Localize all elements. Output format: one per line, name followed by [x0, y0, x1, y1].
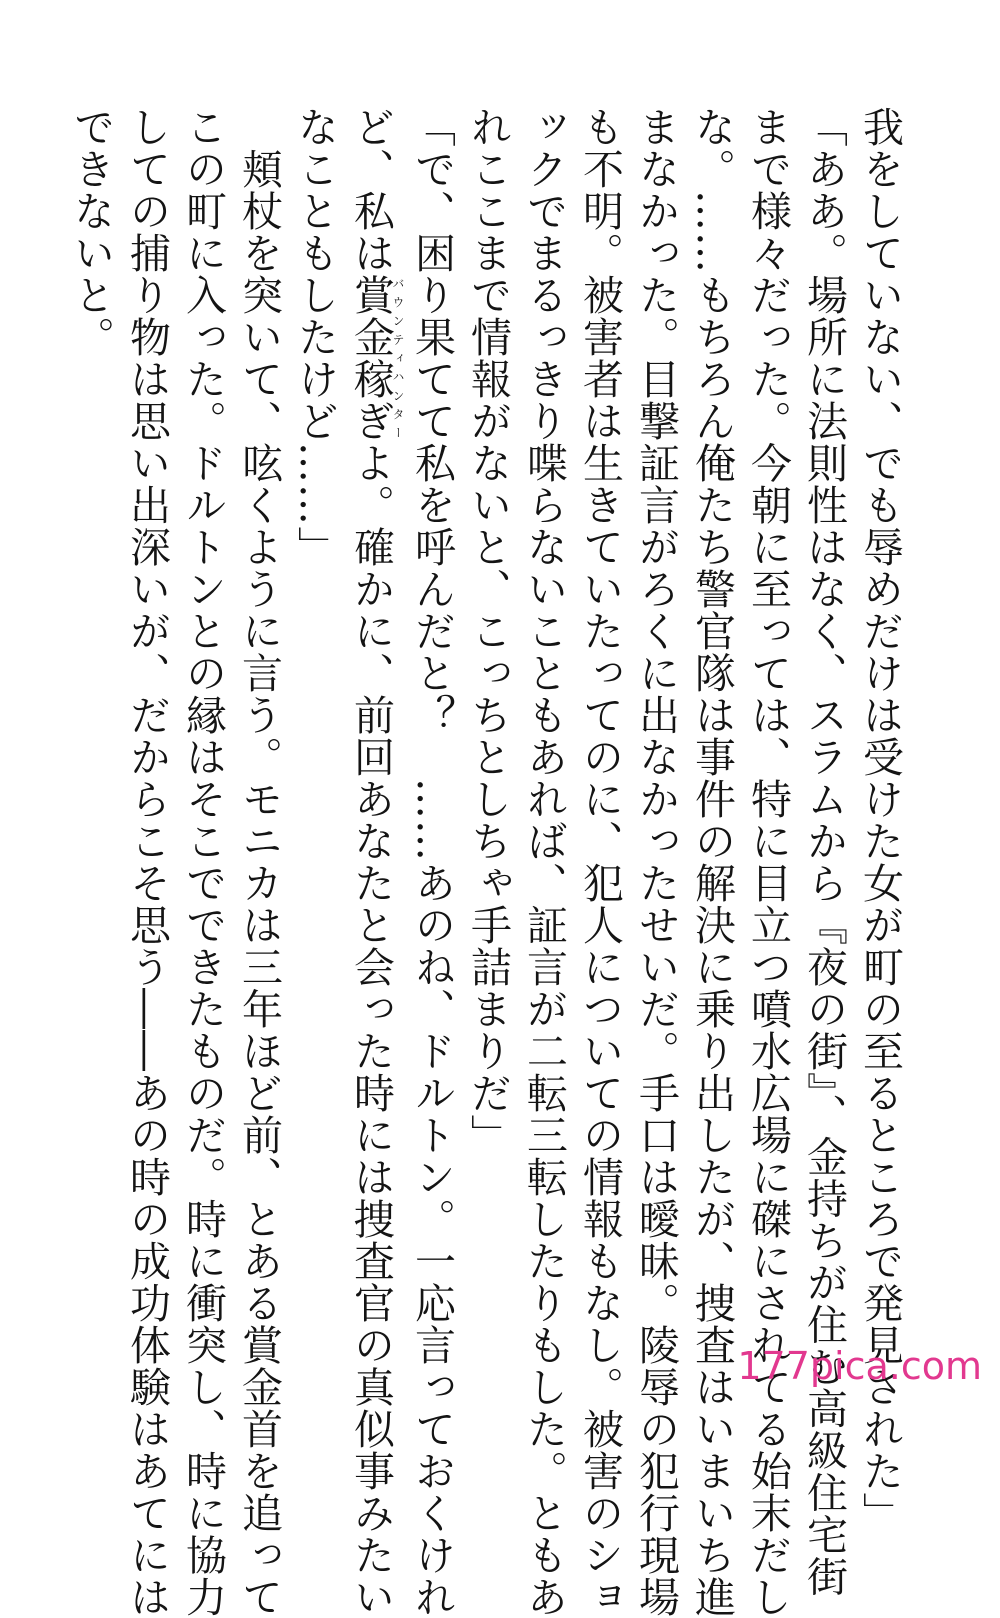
text-column: しての捕り物は思い出深いが、だからこそ思う――あの時の成功体験はあてには — [123, 106, 171, 1618]
ruby-reading: バウンティハンター — [391, 274, 405, 442]
text-column: れここまで情報がないと、こっちとしちゃ手詰まりだ」 — [464, 106, 512, 1156]
text-column: 我をしていない、でも辱めだけは受けた女が町の至るところで発見された」 — [856, 106, 904, 1534]
text-column: できないと。 — [67, 106, 115, 358]
text-column: も不明。被害者は生きていたってのに、犯人についての情報もなし。被害のショ — [576, 106, 624, 1618]
text-column: 頬杖を突いて、呟くように言う。モニカは三年ほど前、とある賞金首を追って — [235, 106, 283, 1618]
text-column: な。……もちろん俺たち警官隊は事件の解決に乗り出したが、捜査はいまいち進 — [688, 106, 736, 1618]
text-column: ックでまるっきり喋らないこともあれば、証言が二転三転したりもした。ともあ — [520, 106, 568, 1618]
text-column: 「で、困り果てて私を呼んだと？ ……あのね、ドルトン。一応言っておくけれ — [408, 106, 456, 1618]
text-column: 「ああ。場所に法則性はなく、スラムから『夜の街』、金持ちが住む高級住宅街 — [800, 106, 848, 1598]
ruby-annotation — [347, 274, 405, 442]
site-watermark: 177pica.com — [737, 1344, 982, 1388]
ruby-base: 賞金稼ぎ — [347, 274, 395, 442]
text-column: なこともしたけど……」 — [291, 106, 339, 568]
text-fragment: ど、私は — [347, 106, 395, 274]
text-fragment: よ。確かに、前回あなたと会った時には捜査官の真似事みたい — [347, 442, 395, 1618]
text-column: まなかった。目撃証言がろくに出なかったせいだ。手口は曖昧。陵辱の犯行現場 — [632, 106, 680, 1618]
text-column-with-ruby — [343, 106, 405, 1618]
text-column: まで様々だった。今朝に至っては、特に目立つ噴水広場に磔にされてる始末だし — [744, 106, 792, 1618]
text-column: この町に入った。ドルトンとの縁はそこでできたものだ。時に衝突し、時に協力 — [179, 106, 227, 1618]
